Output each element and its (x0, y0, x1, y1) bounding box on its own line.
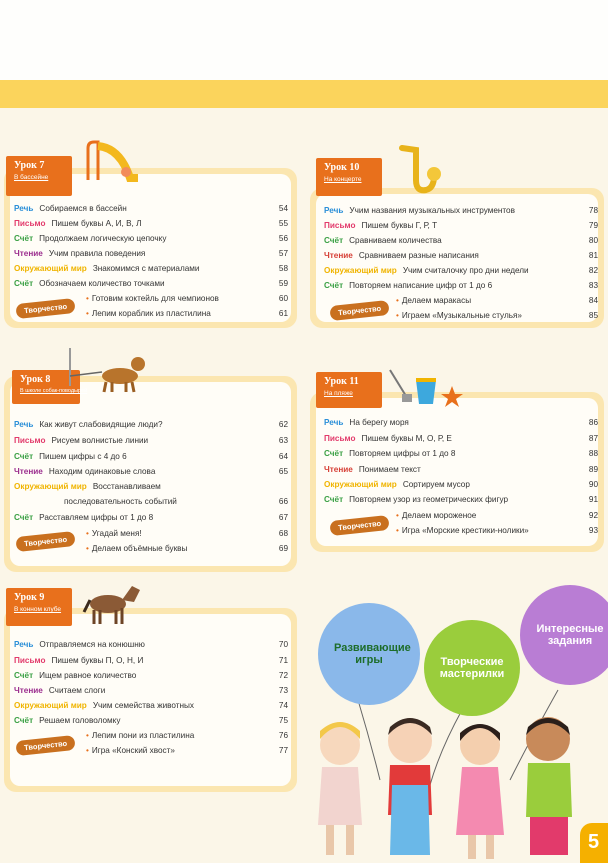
balloon-blue-text: Развивающие игры (334, 641, 411, 666)
l8-row-4 (14, 467, 288, 480)
l9-row-4-key: Чтение (14, 686, 43, 695)
l11-row-4-num: 89 (588, 465, 598, 474)
l11-row-3 (324, 449, 598, 462)
l10-row-2-num: 79 (588, 221, 598, 230)
l9-row-3 (14, 671, 288, 684)
l10-craft-1-text: Делаем маракасы (401, 296, 472, 305)
l11-craft-1-text: Делаем мороженое (401, 511, 477, 520)
l9-row-2-key: Письмо (14, 656, 46, 665)
l8-row-3-num: 64 (278, 452, 288, 461)
l7-row-5-num: 58 (278, 264, 288, 273)
l7-row-2 (14, 219, 288, 232)
l8-row-7 (14, 513, 288, 526)
l9-row-3-text: Ищем равное количество (39, 671, 137, 680)
l7-row-4 (14, 249, 288, 262)
l11-row-4 (324, 465, 598, 478)
l8-craft-2-text: Делаем объёмные буквы (91, 544, 188, 553)
l7-craft-2-num: 61 (278, 309, 288, 318)
l9-row-4 (14, 686, 288, 699)
l8-craft-1: • Угадай меня! 68 (86, 529, 288, 538)
l7-row-3 (14, 234, 288, 247)
l10-row-4 (324, 251, 598, 264)
saxophone-icon (394, 144, 444, 196)
l10-row-5-num: 82 (588, 266, 598, 275)
l7-row-6-text: Обозначаем количество точками (39, 279, 165, 288)
l10-creative-badge: Творчество (329, 300, 389, 321)
l7-row-6-key: Счёт (14, 279, 34, 288)
lesson-8-subtitle: В школе собак-поводырей (20, 388, 88, 394)
l10-row-5-text: Учим считалочку про дни недели (402, 266, 529, 275)
l9-row-5-key: Окружающий мир (14, 701, 87, 710)
l10-row-6-text: Повторяем написание цифр от 1 до 6 (349, 281, 493, 290)
l8-row-4-num: 65 (278, 467, 288, 476)
l9-row-4-num: 73 (278, 686, 288, 695)
l8-craft-1-text: Угадай меня! (91, 529, 142, 538)
lesson-10-subtitle: На концерте (324, 176, 362, 183)
l11-row-5 (324, 480, 598, 493)
l8-row-2-text: Рисуем волнистые линии (51, 436, 149, 445)
l10-row-5-key: Окружающий мир (324, 266, 397, 275)
l7-row-2-text: Пишем буквы А, И, В, Л (51, 219, 142, 228)
balloon-purple-text: Интересные задания (536, 622, 604, 647)
l9-craft-1-text: Лепим пони из пластилина (91, 731, 195, 740)
l7-row-1 (14, 204, 288, 217)
lesson-11-tag (316, 372, 382, 408)
l11-row-3-num: 88 (588, 449, 598, 458)
l11-row-1-text: На берегу моря (349, 418, 409, 427)
l10-row-2-text: Пишем буквы Г, Р, Т (361, 221, 438, 230)
lesson-9-tag (6, 588, 72, 626)
l7-craft-2-text: Лепим кораблик из пластилина (91, 309, 211, 318)
l9-creative-badge: Творчество (15, 735, 75, 756)
l11-row-5-key: Окружающий мир (324, 480, 397, 489)
l10-row-5 (324, 266, 598, 279)
l11-row-6 (324, 495, 598, 508)
l7-row-4-key: Чтение (14, 249, 43, 258)
l8-row-4-text: Находим одинаковые слова (48, 467, 156, 476)
l8-row-1-key: Речь (14, 420, 34, 429)
l11-row-3-key: Счёт (324, 449, 344, 458)
l7-row-3-key: Счёт (14, 234, 34, 243)
l9-row-3-key: Счёт (14, 671, 34, 680)
l9-craft-2-num: 77 (278, 746, 288, 755)
l11-row-2 (324, 434, 598, 447)
l10-row-4-text: Сравниваем разные написания (358, 251, 479, 260)
l11-row-2-key: Письмо (324, 434, 356, 443)
l7-row-6-num: 59 (278, 279, 288, 288)
l10-craft-1: • Делаем маракасы 84 (396, 296, 598, 305)
page-number: 5 (580, 823, 608, 863)
l8-row-6 (64, 497, 288, 510)
l8-craft-1-num: 68 (278, 529, 288, 538)
l8-row-3-key: Счёт (14, 452, 34, 461)
l10-row-4-num: 81 (588, 251, 598, 260)
balloon-green-text: Творческие мастерилки (439, 655, 505, 680)
l11-craft-2-num: 93 (588, 526, 598, 535)
l7-row-1-key: Речь (14, 204, 34, 213)
l7-craft-1: • Готовим коктейль для чемпионов 60 (86, 294, 288, 303)
l8-row-3 (14, 452, 288, 465)
l10-row-3-key: Счёт (324, 236, 344, 245)
l7-craft-1-text: Готовим коктейль для чемпионов (91, 294, 219, 303)
l7-row-5-key: Окружающий мир (14, 264, 87, 273)
l9-row-1-num: 70 (278, 640, 288, 649)
l10-row-4-key: Чтение (324, 251, 353, 260)
l11-row-2-text: Пишем буквы М, О, Р, Е (361, 434, 452, 443)
l9-row-3-num: 72 (278, 671, 288, 680)
l9-row-4-text: Считаем слоги (48, 686, 106, 695)
l11-row-3-text: Повторяем цифры от 1 до 8 (349, 449, 456, 458)
l10-craft-2-text: Играем «Музыкальные стулья» (401, 311, 522, 320)
l9-row-2-num: 71 (278, 656, 288, 665)
lesson-10-tag (316, 158, 382, 196)
lesson-7-title: Урок 7 (14, 160, 45, 171)
lesson-10-title: Урок 10 (324, 162, 360, 173)
l10-row-3-text: Сравниваем количества (349, 236, 442, 245)
l10-row-3 (324, 236, 598, 249)
page-top (0, 0, 608, 80)
l8-row-1 (14, 420, 288, 433)
l10-row-2-key: Письмо (324, 221, 356, 230)
l8-row-7-num: 67 (278, 513, 288, 522)
children-illustration (300, 705, 600, 863)
l7-row-5-text: Знакомимся с материалами (92, 264, 200, 273)
l9-row-5-text: Учим семейства животных (92, 701, 195, 710)
l8-row-7-key: Счёт (14, 513, 34, 522)
balloon-blue (318, 603, 420, 705)
lesson-11-subtitle: На пляже (324, 390, 353, 397)
l7-craft-2: • Лепим кораблик из пластилина 61 (86, 309, 288, 318)
l11-craft-2: • Игра «Морские крестики-нолики» 93 (396, 526, 598, 535)
l9-row-5-num: 74 (278, 701, 288, 710)
beach-toys-icon (386, 366, 466, 408)
l8-row-1-text: Как живут слабовидящие люди? (39, 420, 163, 429)
l9-row-1-text: Отправляемся на конюшню (39, 640, 145, 649)
l8-row-5-text: Восстанавливаем (92, 482, 161, 491)
l11-creative-badge: Творчество (329, 515, 389, 536)
lesson-11-title: Урок 11 (324, 376, 359, 387)
l10-row-3-num: 80 (588, 236, 598, 245)
l11-craft-1-num: 92 (588, 511, 598, 520)
l8-row-6-text: последовательность событий (64, 497, 177, 506)
l7-row-2-num: 55 (278, 219, 288, 228)
l9-row-2-text: Пишем буквы П, О, Н, И (51, 656, 144, 665)
l10-row-1-text: Учим названия музыкальных инструментов (349, 206, 515, 215)
l9-row-2 (14, 656, 288, 669)
lesson-7-tag (6, 156, 72, 196)
l10-craft-2-num: 85 (588, 311, 598, 320)
l10-row-2 (324, 221, 598, 234)
l7-craft-1-num: 60 (278, 294, 288, 303)
l11-craft-1: • Делаем мороженое 92 (396, 511, 598, 520)
l10-row-6 (324, 281, 598, 294)
l7-row-3-text: Продолжаем логическую цепочку (39, 234, 167, 243)
l11-craft-2-text: Игра «Морские крестики-нолики» (401, 526, 529, 535)
l8-row-7-text: Расставляем цифры от 1 до 8 (39, 513, 154, 522)
l8-craft-2-num: 69 (278, 544, 288, 553)
l8-row-1-num: 62 (278, 420, 288, 429)
lesson-8-title: Урок 8 (20, 374, 51, 385)
l9-row-6-key: Счёт (14, 716, 34, 725)
l9-row-5 (14, 701, 288, 714)
l7-row-4-text: Учим правила поведения (48, 249, 146, 258)
l9-row-1-key: Речь (14, 640, 34, 649)
l7-row-5 (14, 264, 288, 277)
l9-row-6-text: Решаем головоломку (39, 716, 121, 725)
l7-row-6 (14, 279, 288, 292)
l11-row-1 (324, 418, 598, 431)
l10-craft-2: • Играем «Музыкальные стулья» 85 (396, 311, 598, 320)
l9-row-6-num: 75 (278, 716, 288, 725)
l11-row-1-key: Речь (324, 418, 344, 427)
l7-creative-badge: Творчество (15, 298, 75, 319)
pony-icon (82, 580, 144, 626)
l9-row-6 (14, 716, 288, 729)
guide-dog-icon (62, 346, 152, 396)
l11-row-5-num: 90 (588, 480, 598, 489)
balloon-green (424, 620, 520, 716)
l11-row-6-num: 91 (588, 495, 598, 504)
l8-row-2-key: Письмо (14, 436, 46, 445)
l8-row-4-key: Чтение (14, 467, 43, 476)
l8-row-6-num: 66 (278, 497, 288, 506)
l9-craft-2: • Игра «Конский хвост» 77 (86, 746, 288, 755)
l10-row-6-key: Счёт (324, 281, 344, 290)
l8-creative-badge: Творчество (15, 531, 75, 552)
l11-row-4-text: Понимаем текст (358, 465, 421, 474)
l7-row-4-num: 57 (278, 249, 288, 258)
l9-craft-1-num: 76 (278, 731, 288, 740)
l10-row-1 (324, 206, 598, 219)
l9-craft-1: • Лепим пони из пластилина 76 (86, 731, 288, 740)
l7-row-1-num: 54 (278, 204, 288, 213)
l8-row-5 (14, 482, 288, 495)
lesson-9-subtitle: В конном клубе (14, 606, 62, 613)
l10-row-1-num: 78 (588, 206, 598, 215)
l7-row-2-key: Письмо (14, 219, 46, 228)
l11-row-2-num: 87 (588, 434, 598, 443)
l8-row-5-key: Окружающий мир (14, 482, 87, 491)
l10-craft-1-num: 84 (588, 296, 598, 305)
l11-row-1-num: 86 (588, 418, 598, 427)
l11-row-6-text: Повторяем узор из геометрических фигур (349, 495, 509, 504)
l8-row-2 (14, 436, 288, 449)
l10-row-6-num: 83 (588, 281, 598, 290)
l9-row-1 (14, 640, 288, 653)
l11-row-4-key: Чтение (324, 465, 353, 474)
header-band (0, 80, 608, 108)
l7-row-1-text: Собираемся в бассейн (39, 204, 127, 213)
l8-craft-2: • Делаем объёмные буквы 69 (86, 544, 288, 553)
l8-row-3-text: Пишем цифры с 4 до 6 (39, 452, 127, 461)
l8-row-2-num: 63 (278, 436, 288, 445)
l7-row-3-num: 56 (278, 234, 288, 243)
l11-row-6-key: Счёт (324, 495, 344, 504)
lesson-9-title: Урок 9 (14, 592, 45, 603)
l11-row-5-text: Сортируем мусор (402, 480, 470, 489)
l10-row-1-key: Речь (324, 206, 344, 215)
lesson-7-subtitle: В бассейне (14, 174, 49, 181)
slide-icon (80, 138, 144, 184)
l9-craft-2-text: Игра «Конский хвост» (91, 746, 175, 755)
